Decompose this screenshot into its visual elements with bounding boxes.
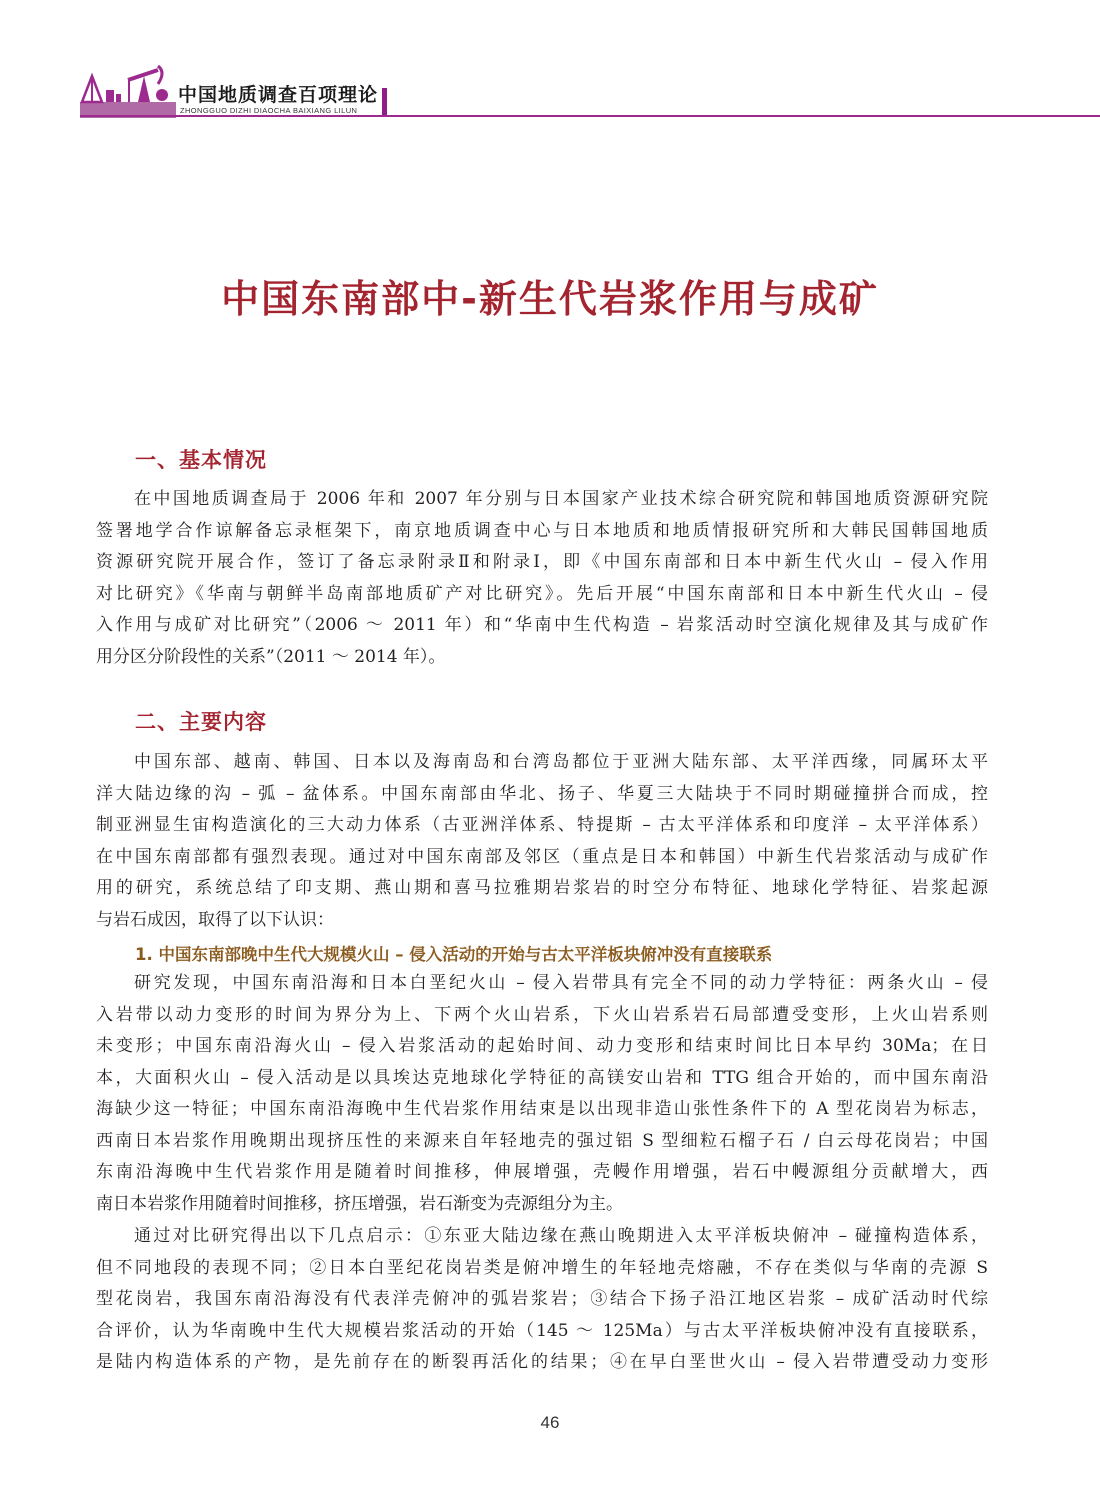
text-line: 合评价，认为华南晚中生代大规模岩浆活动的开始（145 ～ 125Ma）与古太平洋板块俯冲没有直接联系，: [96, 1320, 988, 1341]
running-header: [80, 62, 1100, 122]
text-line: 对比研究》《华南与朝鲜半岛南部地质矿产对比研究》。先后开展“中国东南部和日本中新生代火山 – 侵: [96, 583, 988, 604]
section-heading-basic-info: 一、基本情况: [135, 448, 267, 472]
paragraph-implications: [96, 1221, 988, 1379]
text-line: 与岩石成因，取得了以下认识：: [96, 909, 334, 930]
section-heading-main-content: 二、主要内容: [135, 710, 267, 734]
paragraph-intro: [96, 747, 988, 936]
text-line: 制亚洲显生宙构造演化的三大动力体系（古亚洲洋体系、特提斯 – 古太平洋体系和印度洋 – 太平洋体系）: [96, 815, 988, 835]
text-line: 本，大面积火山 – 侵入活动是以具埃达克地球化学特征的高镁安山岩和 TTG 组合开始的，而中国东南沿: [96, 1067, 988, 1088]
paragraph-findings: [96, 968, 988, 1220]
header-rule: [80, 115, 1100, 117]
series-subtitle: ZHONGGUO DIZHI DIAOCHA BAIXIANG LILUN: [180, 106, 358, 115]
oil-pumpjack-icon: [80, 62, 176, 118]
text-line: 中国东部、越南、韩国、日本以及海南岛和台湾岛都位于亚洲大陆东部、太平洋西缘，同属环太平: [134, 752, 988, 772]
text-line: 但不同地段的表现不同；②日本白垩纪花岗岩类是俯冲增生的年轻地壳熔融，不存在类似与华南的壳源 S: [96, 1257, 988, 1278]
text-line: 资源研究院开展合作，签订了备忘录附录Ⅱ和附录Ⅰ，即《中国东南部和日本中新生代火山 – 侵入作用: [96, 552, 988, 572]
text-line: 海缺少这一特征；中国东南沿海晚中生代岩浆作用结束是以出现非造山张性条件下的 A 型花岗岩为标志，: [96, 1099, 988, 1119]
text-line: 入岩带以动力变形的时间为界分为上、下两个火山岩系，下火山岩系岩石局部遭受变形，上火山岩系则: [96, 1004, 988, 1025]
text-line: 签署地学合作谅解备忘录框架下，南京地质调查中心与日本地质和地质情报研究所和大韩民国韩国地质: [96, 520, 988, 541]
text-line: 用分区分阶段性的关系”（2011 ～ 2014 年）。: [96, 646, 446, 667]
article-title: 中国东南部中-新生代岩浆作用与成矿: [221, 277, 879, 321]
text-line: 通过对比研究得出以下几点启示：①东亚大陆边缘在燕山晚期进入太平洋板块俯冲 – 碰撞构造体系，: [134, 1226, 988, 1246]
text-line: 未变形；中国东南沿海火山 – 侵入岩浆活动的起始时间、动力变形和结束时间比日本早约 30Ma；在日: [96, 1036, 988, 1056]
subsection-heading-finding-1: 1. 中国东南部晚中生代大规模火山 – 侵入活动的开始与古太平洋板块俯冲没有直接联系: [135, 945, 773, 964]
header-accent-bar: [382, 88, 387, 116]
page-number: 46: [540, 1413, 560, 1432]
text-line: 研究发现，中国东南沿海和日本白垩纪火山 – 侵入岩带具有完全不同的动力学特征：两条火山 – 侵: [134, 973, 988, 993]
text-line: 用的研究，系统总结了印支期、燕山期和喜马拉雅期岩浆岩的时空分布特征、地球化学特征、岩浆起源: [96, 878, 988, 898]
text-line: 东南沿海晚中生代岩浆作用是随着时间推移，伸展增强，壳幔作用增强，岩石中幔源组分贡献增大，西: [96, 1162, 988, 1182]
series-title: 中国地质调查百项理论: [178, 84, 379, 106]
text-line: 西南日本岩浆作用晚期出现挤压性的来源来自年轻地壳的强过铝 S 型细粒石榴子石 / 白云母花岗岩；中国: [96, 1130, 988, 1151]
text-line: 入作用与成矿对比研究”（2006 ～ 2011 年）和“华南中生代构造 – 岩浆活动时空演化规律及其与成矿作: [96, 615, 988, 635]
text-line: 型花岗岩，我国东南沿海没有代表洋壳俯冲的弧岩浆岩；③结合下扬子沿江地区岩浆 – 成矿活动时代综: [96, 1289, 988, 1309]
text-line: 是陆内构造体系的产物，是先前存在的断裂再活化的结果；④在早白垩世火山 – 侵入岩带遭受动力变形: [96, 1352, 988, 1372]
text-line: 在中国东南部都有强烈表现。通过对中国东南部及邻区（重点是日本和韩国）中新生代岩浆活动与成矿作: [96, 846, 988, 867]
text-line: 南日本岩浆作用随着时间推移，挤压增强，岩石渐变为壳源组分为主。: [96, 1193, 623, 1214]
paragraph-basic-info: [96, 484, 988, 673]
text-line: 在中国地质调查局于 2006 年和 2007 年分别与日本国家产业技术综合研究院和韩国地质资源研究院: [134, 489, 988, 509]
text-line: 洋大陆边缘的沟 – 弧 – 盆体系。中国东南部由华北、扬子、华夏三大陆块于不同时期碰撞拼合而成，控: [96, 783, 988, 804]
